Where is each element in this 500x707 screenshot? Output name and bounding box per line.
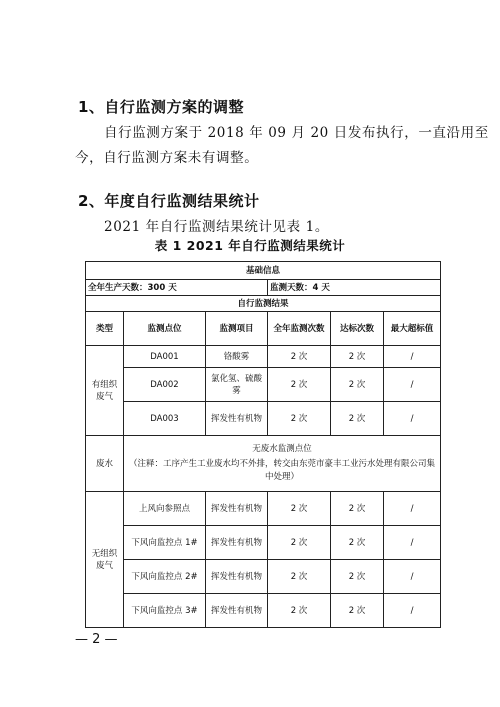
table-row — [86, 368, 441, 402]
column-header-point: 监测点位 — [124, 312, 206, 346]
section-1-paragraph-line-1: 自行监测方案于 2018 年 09 月 20 日发布执行，一直沿用至 — [104, 125, 489, 141]
section-2-heading: 2、年度自行监测结果统计 — [78, 192, 260, 210]
wastewater-row — [86, 436, 441, 492]
point-cell: 下风向监控点 2# — [124, 560, 206, 594]
pass-cell: 2 次 — [331, 594, 384, 628]
pass-cell: 2 次 — [331, 492, 384, 526]
wastewater-note-cell — [124, 436, 441, 492]
max-cell: / — [384, 346, 441, 368]
type-unorganized-gas: 无组织废气 — [86, 492, 124, 628]
item-cell: 挥发性有机物 — [206, 594, 268, 628]
column-header-max-exceed: 最大超标值 — [384, 312, 441, 346]
count-cell: 2 次 — [268, 402, 331, 436]
item-cell: 氯化氢、硫酸雾 — [206, 368, 268, 402]
count-cell: 2 次 — [268, 526, 331, 560]
count-cell: 2 次 — [268, 492, 331, 526]
results-header-row — [86, 296, 441, 312]
max-cell: / — [384, 492, 441, 526]
item-cell: 挥发性有机物 — [206, 492, 268, 526]
pass-cell: 2 次 — [331, 560, 384, 594]
basic-info-row — [86, 262, 441, 280]
count-cell: 2 次 — [268, 346, 331, 368]
count-cell: 2 次 — [268, 560, 331, 594]
item-cell: 铬酸雾 — [206, 346, 268, 368]
column-header-item: 监测项目 — [206, 312, 268, 346]
type-organized-gas: 有组织废气 — [86, 346, 124, 436]
column-header-pass-count: 达标次数 — [331, 312, 384, 346]
max-cell: / — [384, 526, 441, 560]
max-cell: / — [384, 402, 441, 436]
production-days-cell: 全年生产天数：300 天 — [86, 280, 268, 296]
point-cell: 上风向参照点 — [124, 492, 206, 526]
monitoring-results-table — [85, 261, 441, 628]
basic-info-header: 基础信息 — [86, 262, 441, 280]
section-2-paragraph: 2021 年自行监测结果统计见表 1。 — [104, 219, 329, 235]
section-1-paragraph-line-2: 今，自行监测方案未有调整。 — [75, 150, 259, 166]
count-cell: 2 次 — [268, 594, 331, 628]
section-1-heading: 1、自行监测方案的调整 — [78, 98, 244, 116]
pass-cell: 2 次 — [331, 346, 384, 368]
days-row — [86, 280, 441, 296]
table-row — [86, 492, 441, 526]
table-row — [86, 560, 441, 594]
table-caption: 表 1 2021 年自行监测结果统计 — [154, 238, 346, 253]
point-cell: DA003 — [124, 402, 206, 436]
pass-cell: 2 次 — [331, 368, 384, 402]
point-cell: DA001 — [124, 346, 206, 368]
page-number: — 2 — — [75, 632, 118, 647]
max-cell: / — [384, 594, 441, 628]
max-cell: / — [384, 368, 441, 402]
table-row — [86, 526, 441, 560]
point-cell: DA002 — [124, 368, 206, 402]
column-header-type: 类型 — [86, 312, 124, 346]
max-cell: / — [384, 560, 441, 594]
wastewater-annotation: （注释：工序产生工业废水均不外排，转交由东莞市豪丰工业污水处理有限公司集中处理） — [129, 459, 436, 482]
pass-cell: 2 次 — [331, 402, 384, 436]
table-row — [86, 346, 441, 368]
point-cell: 下风向监控点 3# — [124, 594, 206, 628]
monitoring-days-cell: 监测天数：4 天 — [268, 280, 441, 296]
table-row — [86, 402, 441, 436]
column-header-row — [86, 312, 441, 346]
point-cell: 下风向监控点 1# — [124, 526, 206, 560]
type-wastewater: 废水 — [86, 436, 124, 492]
item-cell: 挥发性有机物 — [206, 560, 268, 594]
wastewater-no-point: 无废水监测点位 — [252, 444, 312, 454]
table-row — [86, 594, 441, 628]
item-cell: 挥发性有机物 — [206, 526, 268, 560]
column-header-annual-count: 全年监测次数 — [268, 312, 331, 346]
pass-cell: 2 次 — [331, 526, 384, 560]
results-header: 自行监测结果 — [86, 296, 441, 312]
count-cell: 2 次 — [268, 368, 331, 402]
item-cell: 挥发性有机物 — [206, 402, 268, 436]
